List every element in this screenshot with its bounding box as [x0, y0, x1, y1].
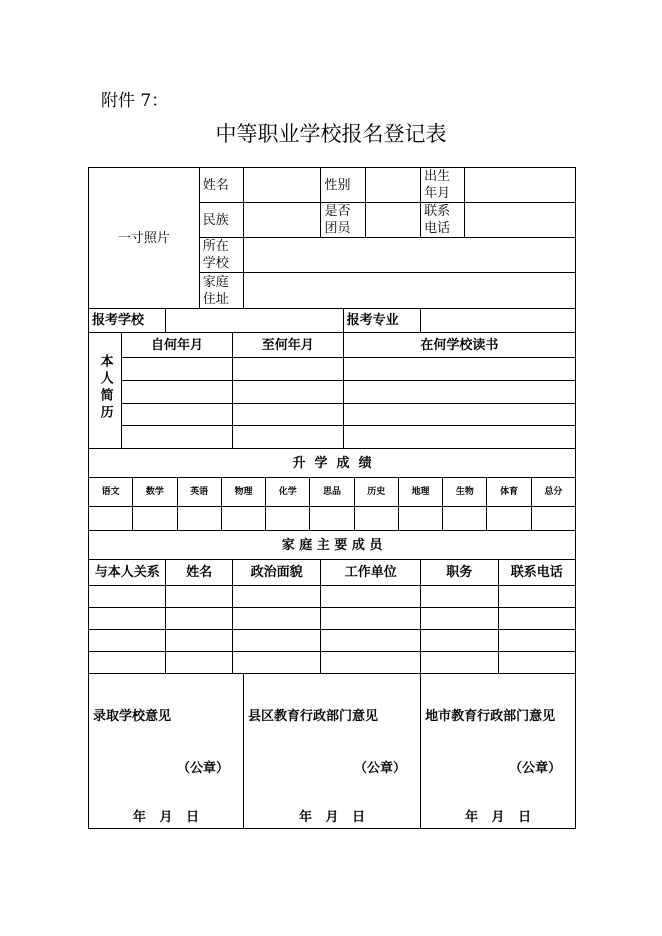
- input-ethnicity[interactable]: [244, 203, 321, 238]
- attachment-label: 附件 7：: [101, 91, 169, 111]
- family-col-workplace: 工作单位: [321, 560, 421, 586]
- photo-label: 一寸照片: [117, 230, 170, 246]
- input-apply-major[interactable]: [421, 309, 576, 333]
- family-cell[interactable]: [89, 608, 166, 630]
- family-cell[interactable]: [232, 652, 321, 674]
- date-label: 年 月 日: [298, 810, 366, 825]
- photo-box: [89, 168, 200, 309]
- scores-header: 升 学 成 绩: [89, 449, 576, 478]
- resume-school-cell[interactable]: [343, 381, 576, 404]
- family-cell[interactable]: [166, 630, 232, 652]
- family-cell[interactable]: [89, 630, 166, 652]
- score-cell[interactable]: [531, 507, 575, 531]
- family-cell[interactable]: [498, 652, 576, 674]
- label-school: 所在学校: [199, 238, 243, 273]
- resume-to-header: 至何年月: [232, 333, 343, 358]
- score-cell[interactable]: [89, 507, 133, 531]
- family-cell[interactable]: [89, 652, 166, 674]
- label-contact: 联系电话: [421, 203, 465, 238]
- input-contact[interactable]: [465, 203, 576, 238]
- resume-from-cell[interactable]: [122, 358, 233, 381]
- score-cell[interactable]: [266, 507, 310, 531]
- input-apply-school[interactable]: [166, 309, 343, 333]
- input-school[interactable]: [244, 238, 576, 273]
- family-cell[interactable]: [498, 608, 576, 630]
- subject-header: 总分: [531, 478, 575, 507]
- resume-to-cell[interactable]: [232, 381, 343, 404]
- label-gender: 性别: [321, 168, 365, 203]
- official-seal-label: （公章）: [354, 761, 407, 776]
- subject-header: 思品: [310, 478, 354, 507]
- official-seal-label: （公章）: [176, 761, 229, 776]
- resume-school-header: 在何学校读书: [343, 333, 576, 358]
- resume-school-cell[interactable]: [343, 358, 576, 381]
- resume-label-cell: [89, 333, 122, 449]
- official-seal-label: （公章）: [509, 761, 562, 776]
- label-ethnicity: 民族: [199, 203, 243, 238]
- family-cell[interactable]: [421, 652, 498, 674]
- subject-header: 地理: [398, 478, 442, 507]
- subject-header: 体育: [487, 478, 531, 507]
- resume-from-header: 自何年月: [122, 333, 233, 358]
- subject-header: 历史: [354, 478, 398, 507]
- label-address: 家庭住址: [199, 273, 243, 309]
- family-header: 家 庭 主 要 成 员: [89, 531, 576, 560]
- score-cell[interactable]: [354, 507, 398, 531]
- label-birth: 出生年月: [421, 168, 465, 203]
- score-cell[interactable]: [443, 507, 487, 531]
- label-apply-major: 报考专业: [343, 309, 421, 333]
- family-col-name: 姓名: [166, 560, 232, 586]
- opinion-box-county[interactable]: [244, 674, 421, 829]
- resume-from-cell[interactable]: [122, 426, 233, 449]
- resume-school-cell[interactable]: [343, 426, 576, 449]
- family-col-position: 职务: [421, 560, 498, 586]
- family-cell[interactable]: [321, 652, 421, 674]
- family-col-phone: 联系电话: [498, 560, 576, 586]
- input-birth[interactable]: [465, 168, 576, 203]
- family-cell[interactable]: [321, 630, 421, 652]
- score-cell[interactable]: [221, 507, 265, 531]
- resume-label: 本人简历: [97, 354, 113, 422]
- score-cell[interactable]: [398, 507, 442, 531]
- score-cell[interactable]: [133, 507, 177, 531]
- opinion-label: 地市教育行政部门意见: [425, 709, 556, 724]
- score-cell[interactable]: [177, 507, 221, 531]
- resume-school-cell[interactable]: [343, 404, 576, 426]
- family-cell[interactable]: [232, 630, 321, 652]
- family-cell[interactable]: [166, 652, 232, 674]
- opinion-label: 县区教育行政部门意见: [248, 709, 379, 724]
- score-cell[interactable]: [487, 507, 531, 531]
- label-name: 姓名: [199, 168, 243, 203]
- family-cell[interactable]: [498, 586, 576, 608]
- opinion-box-city[interactable]: [421, 674, 576, 829]
- family-cell[interactable]: [321, 608, 421, 630]
- resume-to-cell[interactable]: [232, 404, 343, 426]
- family-cell[interactable]: [421, 630, 498, 652]
- resume-from-cell[interactable]: [122, 381, 233, 404]
- opinion-box-school[interactable]: [89, 674, 244, 829]
- registration-form: [88, 167, 576, 829]
- input-address[interactable]: [244, 273, 576, 309]
- subject-header: 英语: [177, 478, 221, 507]
- date-label: 年 月 日: [132, 810, 200, 825]
- score-cell[interactable]: [310, 507, 354, 531]
- resume-from-cell[interactable]: [122, 404, 233, 426]
- family-cell[interactable]: [498, 630, 576, 652]
- subject-header: 生物: [443, 478, 487, 507]
- subject-header: 物理: [221, 478, 265, 507]
- family-cell[interactable]: [166, 586, 232, 608]
- subject-header: 化学: [266, 478, 310, 507]
- form-title: 中等职业学校报名登记表: [215, 122, 447, 146]
- label-league: 是否团员: [321, 203, 365, 238]
- family-cell[interactable]: [166, 608, 232, 630]
- date-label: 年 月 日: [464, 810, 532, 825]
- subject-header: 语文: [89, 478, 133, 507]
- label-apply-school: 报考学校: [89, 309, 166, 333]
- family-cell[interactable]: [89, 586, 166, 608]
- input-name[interactable]: [244, 168, 321, 203]
- resume-to-cell[interactable]: [232, 358, 343, 381]
- family-cell[interactable]: [232, 586, 321, 608]
- family-col-relation: 与本人关系: [89, 560, 166, 586]
- family-cell[interactable]: [421, 586, 498, 608]
- input-league[interactable]: [365, 203, 420, 238]
- family-cell[interactable]: [232, 608, 321, 630]
- opinion-label: 录取学校意见: [93, 709, 172, 724]
- family-col-political: 政治面貌: [232, 560, 321, 586]
- resume-to-cell[interactable]: [232, 426, 343, 449]
- input-gender[interactable]: [365, 168, 420, 203]
- family-cell[interactable]: [421, 608, 498, 630]
- family-cell[interactable]: [321, 586, 421, 608]
- subject-header: 数学: [133, 478, 177, 507]
